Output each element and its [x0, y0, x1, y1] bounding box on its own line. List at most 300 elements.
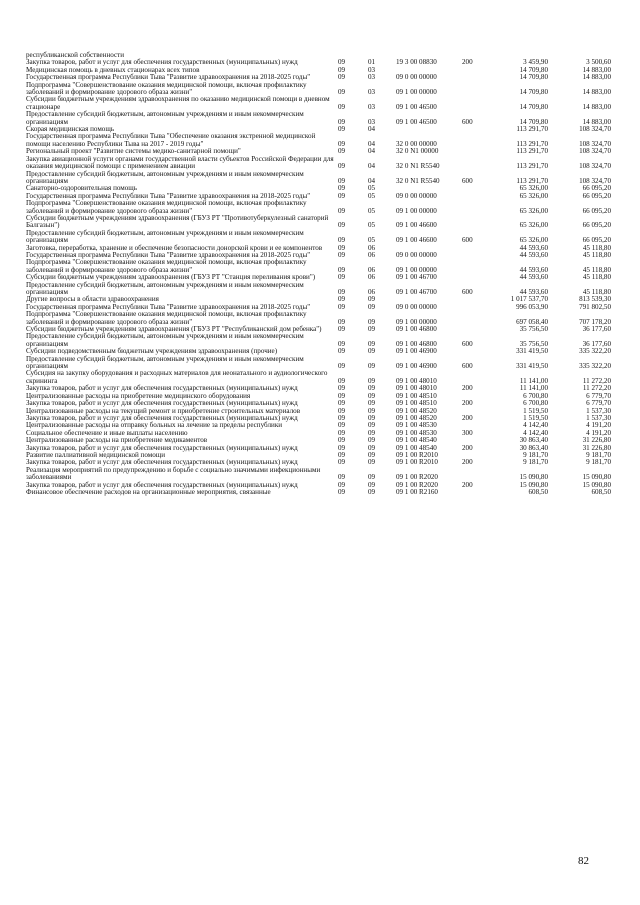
- row-target-article: 09 1 00 46600: [396, 236, 437, 245]
- row-subsection-code: 09: [368, 317, 376, 326]
- row-section-code: 09: [338, 436, 346, 445]
- row-name: Государственная программа Республики Тыва "Развитие здравоохранения на 2018-2025 годы": [26, 73, 311, 82]
- row-amount-year2: 14 883,00: [582, 88, 611, 97]
- row-subsection-code: 06: [368, 243, 376, 252]
- row-subsection-code: 06: [368, 273, 376, 282]
- row-amount-year2: 66 095,20: [582, 221, 611, 230]
- row-target-article: 09 1 00 48510: [396, 399, 437, 408]
- row-amount-year2: 66 095,20: [582, 236, 611, 245]
- row-section-code: 09: [338, 236, 346, 245]
- row-name: Развитие паллиативной медицинской помощи: [26, 450, 166, 459]
- row-name: Подпрограмма "Совершенствование оказания медицинской помощи, включая профилактику заболеваний и формирование здорового образа жизни": [26, 199, 307, 215]
- table-row: [26, 259, 611, 274]
- table-row: [26, 333, 611, 348]
- row-target-article: 09 0 00 00000: [396, 302, 437, 311]
- budget-table-body: [26, 52, 611, 496]
- table-row: [26, 370, 611, 385]
- row-amount-year2: 335 322,20: [579, 362, 611, 371]
- row-amount-year1: 35 756,50: [519, 339, 548, 348]
- row-name: Предоставление субсидий бюджетным, автономным учреждениям и иным некоммерческим организациям: [26, 280, 304, 296]
- row-expense-type: [462, 193, 488, 200]
- row-subsection-code: 03: [368, 117, 376, 126]
- row-target-article: 09 1 00 46900: [396, 362, 437, 371]
- row-expense-type: [462, 126, 488, 133]
- row-subsection-code: 03: [368, 102, 376, 111]
- row-name: Санаторно-оздоровительная помощь: [26, 184, 138, 193]
- row-amount-year1: 65 326,00: [519, 206, 548, 215]
- row-target-article: 09 1 00 46600: [396, 221, 437, 230]
- row-subsection-code: 09: [368, 473, 376, 482]
- row-subsection-code: 09: [368, 458, 376, 467]
- row-amount-year2: 15 090,80: [582, 480, 611, 489]
- table-row: [26, 215, 611, 230]
- row-expense-type: [462, 467, 488, 482]
- row-amount-year1: 30 863,40: [519, 443, 548, 452]
- row-amount-year1: 331 419,50: [516, 347, 548, 356]
- table-row: [26, 230, 611, 245]
- row-section-code: 09: [338, 184, 346, 193]
- row-expense-type: 600: [462, 236, 473, 245]
- row-name: Закупка товаров, работ и услуг для обеспечения государственных (муниципальных) нужд: [26, 458, 298, 467]
- row-target-article: [396, 126, 462, 133]
- row-section-code: 09: [338, 347, 346, 356]
- row-target-article: 19 3 00 08830: [396, 58, 437, 67]
- row-expense-type: [462, 259, 488, 274]
- row-expense-type: 600: [462, 362, 473, 371]
- row-amount-year2: 36 177,60: [582, 325, 611, 334]
- row-name: Подпрограмма "Совершенствование оказания медицинской помощи, включая профилактику заболеваний и формирование здорового образа жизни": [26, 80, 307, 97]
- row-subsection-code: 04: [368, 125, 376, 134]
- row-subsection-code: 03: [368, 65, 376, 74]
- row-subsection-code: 09: [368, 295, 376, 304]
- row-amount-year2: 66 095,20: [582, 206, 611, 215]
- row-name: Реализация мероприятий по предупреждению и борьбе с социально значимыми инфекционными заболеваниями: [26, 465, 321, 482]
- row-amount-year2: 608,50: [591, 487, 611, 496]
- row-name: Субсидии бюджетным учреждениям здравоохранения (ГБУЗ РТ "Станция переливания крови"): [26, 273, 316, 282]
- row-target-article: 09 1 00 R2010: [396, 458, 438, 467]
- row-amount-year2: 45 118,80: [582, 273, 611, 282]
- row-amount-year2: 813 539,30: [579, 295, 611, 304]
- row-amount-year2: 14 883,00: [582, 102, 611, 111]
- row-name: Предоставление субсидий бюджетным, автономным учреждениям и иным некоммерческим организациям: [26, 332, 304, 348]
- row-target-article: 09 1 00 48530: [396, 428, 437, 437]
- row-expense-type: [462, 326, 488, 333]
- row-amount-year1: 11 141,00: [519, 376, 548, 385]
- row-amount-year1: 14 709,80: [519, 102, 548, 111]
- row-section-code: 09: [338, 73, 346, 82]
- row-subsection-code: 09: [368, 436, 376, 445]
- row-amount-year1: 14 709,80: [519, 88, 548, 97]
- row-name: Субсидии бюджетным учреждениям здравоохранения (ГБУЗ РТ "Противотуберкулезный санаторий Балгазын"): [26, 213, 329, 230]
- row-target-article: 32 0 00 00000: [396, 139, 437, 148]
- row-amount-year2: 14 883,00: [582, 73, 611, 82]
- row-name: Закупка товаров, работ и услуг для обеспечения государственных (муниципальных) нужд: [26, 399, 298, 408]
- row-target-article: 09 1 00 00000: [396, 88, 437, 97]
- row-amount-year2: 791 802,50: [579, 302, 611, 311]
- row-expense-type: [462, 185, 488, 192]
- row-section-code: 09: [338, 250, 346, 259]
- row-amount-year1: 44 593,60: [519, 273, 548, 282]
- row-expense-type: 200: [462, 443, 473, 452]
- row-amount-year1: 15 090,80: [519, 473, 548, 482]
- row-subsection-code: 06: [368, 250, 376, 259]
- row-expense-type: 200: [462, 413, 473, 422]
- row-amount-year1: 35 756,50: [519, 325, 548, 334]
- row-amount-year1: 65 326,00: [519, 191, 548, 200]
- row-target-article: 09 1 00 46500: [396, 117, 437, 126]
- row-amount-year1: 697 058,40: [516, 317, 548, 326]
- row-amount-year2: 6 779,70: [586, 391, 611, 400]
- row-target-article: 09 1 00 48510: [396, 391, 437, 400]
- row-expense-type: [462, 296, 488, 303]
- table-row: [26, 111, 611, 126]
- row-amount-year2: 9 181,70: [586, 458, 611, 467]
- row-section-code: 09: [338, 243, 346, 252]
- row-subsection-code: 05: [368, 221, 376, 230]
- row-amount-year2: 6 779,70: [586, 399, 611, 408]
- row-target-article: 09 1 00 R2010: [396, 450, 438, 459]
- row-target-article: 32 0 N1 R5540: [396, 162, 440, 171]
- row-section-code: 09: [338, 317, 346, 326]
- row-amount-year1: 4 142,40: [523, 421, 548, 430]
- row-name: Подпрограмма "Совершенствование оказания медицинской помощи, включая профилактику заболеваний и формирование здорового образа жизни": [26, 258, 307, 274]
- row-amount-year1: 65 326,00: [519, 184, 548, 193]
- row-section-code: 09: [338, 117, 346, 126]
- row-subsection-code: 05: [368, 184, 376, 193]
- row-amount-year1: 44 593,60: [519, 250, 548, 259]
- row-subsection-code: 09: [368, 428, 376, 437]
- row-amount-year2: 3 500,60: [586, 58, 611, 67]
- table-row: [26, 133, 611, 148]
- row-expense-type: [462, 245, 488, 252]
- row-expense-type: 200: [462, 58, 473, 67]
- row-subsection-code: 09: [368, 406, 376, 415]
- row-subsection-code: 09: [368, 362, 376, 371]
- row-subsection-code: 03: [368, 73, 376, 82]
- row-amount-year1: 6 700,80: [523, 391, 548, 400]
- row-amount-year2: 14 883,00: [582, 65, 611, 74]
- row-amount-year1: 65 326,00: [519, 221, 548, 230]
- row-subsection-code: 09: [368, 325, 376, 334]
- table-row: [26, 156, 611, 171]
- row-target-article: 09 1 00 46800: [396, 325, 437, 334]
- row-amount-year2: 45 118,80: [582, 288, 611, 296]
- row-expense-type: [462, 252, 488, 259]
- row-amount-year1: 1 519,50: [523, 413, 548, 422]
- row-name: Закупка авиационной услуги органами государственной власти субъектов Российской Федерации для оказания медицинской помощи с применением авиации: [26, 154, 334, 171]
- row-amount-year1: 30 863,40: [519, 436, 548, 445]
- row-expense-type: [462, 133, 488, 148]
- row-section-code: 09: [338, 221, 346, 230]
- row-name: Социальное обеспечение и иные выплаты населению: [26, 428, 188, 437]
- row-expense-type: [462, 200, 488, 215]
- row-amount-year2: 1 537,30: [586, 413, 611, 422]
- row-subsection-code: 09: [368, 302, 376, 311]
- row-amount-year1: 9 181,70: [523, 450, 548, 459]
- row-amount-year2: 66 095,20: [582, 191, 611, 200]
- row-section-code: 09: [338, 176, 346, 185]
- row-expense-type: 600: [462, 176, 473, 185]
- row-section-code: 09: [338, 288, 346, 296]
- row-section-code: 09: [338, 339, 346, 348]
- row-amount-year2: 108 324,70: [579, 162, 611, 171]
- row-subsection-code: 04: [368, 162, 376, 171]
- row-amount-year1: 14 709,80: [519, 73, 548, 82]
- row-amount-year2: 31 226,80: [582, 443, 611, 452]
- row-name: Закупка товаров, работ и услуг для обеспечения государственных (муниципальных) нужд: [26, 413, 298, 422]
- row-target-article: 09 1 00 00000: [396, 265, 437, 274]
- row-subsection-code: 09: [368, 450, 376, 459]
- row-amount-year2: 45 118,80: [582, 265, 611, 274]
- row-subsection-code: 09: [368, 413, 376, 422]
- row-amount-year1: 113 291,70: [516, 139, 548, 148]
- row-section-code: 09: [338, 406, 346, 415]
- row-name: Централизованные расходы на отправку больных на лечение за пределы республики: [26, 421, 283, 430]
- row-section-code: 09: [338, 384, 346, 393]
- row-name: Централизованные расходы на текущий ремонт и приобретение строительных материалов: [26, 406, 301, 415]
- row-expense-type: [462, 311, 488, 326]
- row-expense-type: 600: [462, 288, 473, 296]
- table-row: [26, 282, 611, 297]
- row-expense-type: [462, 304, 488, 311]
- row-amount-year1: 113 291,70: [516, 176, 548, 185]
- row-section-code: 09: [338, 295, 346, 304]
- row-expense-type: [462, 82, 488, 97]
- row-amount-year1: 1 017 537,70: [510, 295, 548, 304]
- row-section-code: 09: [338, 191, 346, 200]
- row-amount-year1: 44 593,60: [519, 265, 548, 274]
- row-name: Централизованные расходы на приобретение медикаментов: [26, 436, 208, 445]
- row-subsection-code: 09: [368, 339, 376, 348]
- row-target-article: 09 1 00 48010: [396, 376, 437, 385]
- row-subsection-code: 09: [368, 443, 376, 452]
- row-name: Субсидии бюджетным учреждениям здравоохранения (ГБУЗ РТ "Республиканский дом ребенка"): [26, 325, 322, 334]
- row-amount-year1: 14 709,80: [519, 117, 548, 126]
- table-row: [26, 96, 611, 111]
- row-expense-type: [462, 348, 488, 355]
- row-subsection-code: 09: [368, 376, 376, 385]
- row-name: Региональный проект "Развитие системы медико-санитарной помощи": [26, 147, 241, 156]
- row-amount-year2: 36 177,60: [582, 339, 611, 348]
- row-target-article: 09 1 00 48540: [396, 443, 437, 452]
- row-section-code: 09: [338, 125, 346, 134]
- row-amount-year1: 331 419,50: [516, 362, 548, 371]
- row-section-code: 09: [338, 162, 346, 171]
- row-subsection-code: 04: [368, 176, 376, 185]
- row-subsection-code: 04: [368, 147, 376, 156]
- row-subsection-code: 09: [368, 487, 376, 496]
- row-section-code: 09: [338, 458, 346, 467]
- row-target-article: 09 1 00 00000: [396, 206, 437, 215]
- row-target-article: 09 0 00 00000: [396, 250, 437, 259]
- row-amount-year1: 3 459,90: [523, 58, 548, 67]
- row-amount-year1: 6 700,80: [523, 399, 548, 408]
- row-target-article: 09 1 00 R2020: [396, 473, 438, 482]
- row-expense-type: [462, 148, 488, 155]
- row-expense-type: [462, 156, 488, 171]
- row-expense-type: 200: [462, 480, 473, 489]
- row-amount-year2: 4 191,20: [586, 421, 611, 430]
- row-target-article: 09 1 00 48530: [396, 421, 437, 430]
- budget-table: [26, 52, 611, 496]
- row-target-article: 09 0 00 00000: [396, 73, 437, 82]
- row-subsection-code: 09: [368, 347, 376, 356]
- row-section-code: 09: [338, 399, 346, 408]
- row-name: Подпрограмма "Совершенствование оказания медицинской помощи, включая профилактику заболеваний и формирование здорового образа жизни": [26, 310, 307, 326]
- row-expense-type: [462, 215, 488, 230]
- row-expense-type: [462, 96, 488, 111]
- row-name: Закупка товаров, работ и услуг для обеспечения государственных (муниципальных) нужд: [26, 443, 298, 452]
- row-amount-year1: 113 291,70: [516, 162, 548, 171]
- row-subsection-code: 06: [368, 288, 376, 296]
- row-section-code: 09: [338, 487, 346, 496]
- row-amount-year1: 996 053,90: [516, 302, 548, 311]
- row-subsection-code: 09: [368, 480, 376, 489]
- row-subsection-code: 05: [368, 206, 376, 215]
- table-row: [26, 171, 611, 186]
- row-amount-year1: 44 593,60: [519, 243, 548, 252]
- row-target-article: 09 1 00 46800: [396, 339, 437, 348]
- row-amount-year2: 108 324,70: [579, 125, 611, 134]
- row-target-article: 09 1 00 46900: [396, 347, 437, 356]
- row-subsection-code: 09: [368, 391, 376, 400]
- row-section-code: 09: [338, 102, 346, 111]
- row-section-code: 09: [338, 480, 346, 489]
- row-section-code: 09: [338, 376, 346, 385]
- row-name: Закупка товаров, работ и услуг для обеспечения государственных (муниципальных) нужд: [26, 480, 298, 489]
- row-target-article: 09 1 00 48010: [396, 384, 437, 393]
- row-amount-year2: 335 322,20: [579, 347, 611, 356]
- row-section-code: 09: [338, 450, 346, 459]
- row-subsection-code: 04: [368, 139, 376, 148]
- row-name: Предоставление субсидий бюджетным, автономным учреждениям и иным некоммерческим организациям: [26, 354, 304, 371]
- table-row: [26, 82, 611, 97]
- row-name: Централизованные расходы на приобретение медицинского оборудования: [26, 391, 251, 400]
- row-target-article: 32 0 N1 R5540: [396, 176, 440, 185]
- row-name: Другие вопросы в области здравоохранения: [26, 295, 159, 304]
- row-target-article: 09 1 00 R2160: [396, 487, 438, 496]
- row-section-code: 09: [338, 325, 346, 334]
- row-name: Заготовка, переработка, хранение и обеспечение безопасности донорской крови и ее компонентов: [26, 243, 323, 252]
- row-expense-type: [462, 489, 488, 496]
- row-section-code: 09: [338, 428, 346, 437]
- row-expense-type: 200: [462, 384, 473, 393]
- row-name: Скорая медицинская помощь: [26, 125, 115, 134]
- row-target-article: 09 1 00 48540: [396, 436, 437, 445]
- row-name: Субсидия на закупку оборудования и расходных материалов для неонатального и аудиологического скрининга: [26, 369, 328, 385]
- row-section-code: 09: [338, 391, 346, 400]
- row-amount-year2: 108 324,70: [579, 147, 611, 156]
- row-name: Закупка товаров, работ и услуг для обеспечения государственных (муниципальных) нужд: [26, 58, 298, 67]
- row-amount-year2: 31 226,80: [582, 436, 611, 445]
- row-subsection-code: 05: [368, 236, 376, 245]
- row-subsection-code: 06: [368, 265, 376, 274]
- row-amount-year2: 108 324,70: [579, 139, 611, 148]
- row-expense-type: [462, 274, 488, 281]
- row-amount-year1: 14 709,80: [519, 65, 548, 74]
- row-amount-year2: 108 324,70: [579, 176, 611, 185]
- row-name: Предоставление субсидий бюджетным, автономным учреждениям и иным некоммерческим организациям: [26, 228, 304, 245]
- row-amount-year2: 4 191,20: [586, 428, 611, 437]
- row-expense-type: 200: [462, 399, 473, 408]
- row-name: Закупка товаров, работ и услуг для обеспечения государственных (муниципальных) нужд: [26, 384, 298, 393]
- row-section-code: 09: [338, 473, 346, 482]
- row-amount-year2: 14 883,00: [582, 117, 611, 126]
- row-target-article: 09 1 00 46500: [396, 102, 437, 111]
- row-subsection-code: 09: [368, 399, 376, 408]
- row-amount-year1: 11 141,00: [519, 384, 548, 393]
- row-name: Предоставление субсидий бюджетным, автономным учреждениям и иным некоммерческим организациям: [26, 169, 304, 185]
- row-target-article: 09 1 00 R2020: [396, 480, 438, 489]
- row-section-code: 09: [338, 58, 346, 67]
- row-subsection-code: 01: [368, 58, 376, 67]
- row-amount-year1: 4 142,40: [523, 428, 548, 437]
- row-name: Медицинская помощь в дневных стационарах всех типов: [26, 65, 200, 74]
- row-amount-year1: 65 326,00: [519, 236, 548, 245]
- row-section-code: 09: [338, 265, 346, 274]
- row-subsection-code: 09: [368, 421, 376, 430]
- row-name: Субсидии бюджетным учреждениям здравоохранения по оказанию медицинской помощи в дневном стационаре: [26, 95, 330, 111]
- row-section-code: 09: [338, 206, 346, 215]
- row-section-code: 09: [338, 413, 346, 422]
- row-expense-type: 200: [462, 458, 473, 467]
- row-target-article: 09 1 00 46700: [396, 288, 437, 296]
- row-section-code: 09: [338, 443, 346, 452]
- row-amount-year2: 45 118,80: [582, 243, 611, 252]
- row-expense-type: 600: [462, 117, 473, 126]
- row-amount-year2: 11 272,20: [582, 384, 611, 393]
- row-name: Государственная программа Республики Тыва "Развитие здравоохранения на 2018-2025 годы": [26, 191, 311, 200]
- row-section-code: 09: [338, 362, 346, 371]
- row-expense-type: 300: [462, 428, 473, 437]
- row-amount-year1: 1 519,50: [523, 406, 548, 415]
- row-section-code: 09: [338, 88, 346, 97]
- row-target-article: 09 1 00 46700: [396, 273, 437, 282]
- row-amount-year1: 113 291,70: [516, 147, 548, 156]
- table-row: [26, 467, 611, 482]
- row-subsection-code: 03: [368, 88, 376, 97]
- row-name: Финансовое обеспечение расходов на организационные мероприятия, связанные: [26, 487, 271, 496]
- row-amount-year2: 707 178,20: [579, 317, 611, 326]
- row-section-code: 09: [338, 147, 346, 156]
- row-name: Государственная программа Республики Тыва "Развитие здравоохранения на 2018-2025 годы": [26, 302, 311, 311]
- row-section-code: 09: [338, 421, 346, 430]
- row-target-article: 09 1 00 00000: [396, 317, 437, 326]
- row-section-code: 09: [338, 273, 346, 282]
- row-amount-year1: 44 593,60: [519, 288, 548, 296]
- row-expense-type: 600: [462, 339, 473, 348]
- row-expense-type: [462, 370, 488, 385]
- row-amount-year2: 11 272,20: [582, 376, 611, 385]
- row-subsection-code: 05: [368, 191, 376, 200]
- page-number: 82: [578, 855, 589, 867]
- row-target-article: 09 1 00 48520: [396, 406, 437, 415]
- row-amount-year1: 608,50: [528, 487, 548, 496]
- table-row: [26, 356, 611, 371]
- row-name: Субсидии подведомственным бюджетным учреждениям здравоохранения (прочие): [26, 347, 278, 356]
- row-amount-year1: 15 090,80: [519, 480, 548, 489]
- table-row: [26, 200, 611, 215]
- row-amount-year2: 66 095,20: [582, 184, 611, 193]
- row-section-code: 09: [338, 65, 346, 74]
- row-amount-year1: 9 181,70: [523, 458, 548, 467]
- row-amount-year2: 45 118,80: [582, 250, 611, 259]
- row-expense-type: [462, 67, 488, 74]
- table-row: [26, 311, 611, 326]
- row-section-code: 09: [338, 302, 346, 311]
- row-target-article: 32 0 N1 00000: [396, 147, 439, 156]
- row-target-article: 09 1 00 48520: [396, 413, 437, 422]
